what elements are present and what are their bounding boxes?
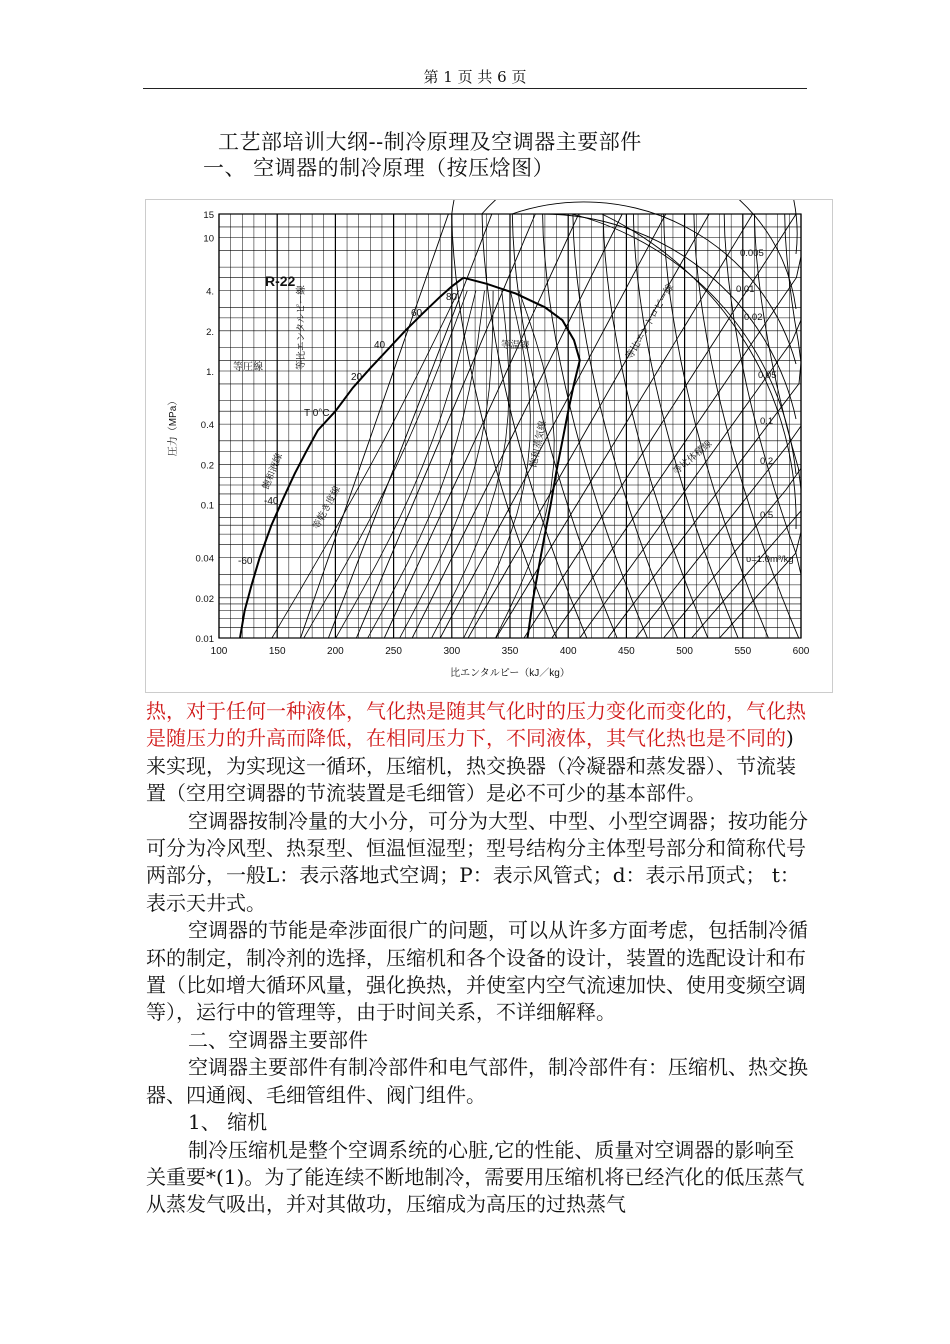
volume-label: 0.01 [736,284,755,295]
y-tick-label: 2. [206,326,214,338]
section-heading-1: 一、 空调器的制冷原理（按压焓图） [203,156,555,180]
temperature-label: 40 [374,340,386,351]
volume-label: 0.1 [760,416,774,427]
volume-label: 0.05 [758,370,777,381]
document-title: 工艺部培训大纲--制冷原理及空调器主要部件 [218,130,642,154]
volume-label: 0.5 [760,510,774,521]
label-isenthalpic: 等比エンタルピー線 [296,285,307,370]
x-tick-label: 500 [676,646,693,657]
x-tick-label: 400 [559,646,577,657]
y-tick-label: 0.1 [200,500,214,512]
label-isentrope: 等比エントロピー線 [624,282,677,362]
x-tick-label: 300 [443,646,461,657]
temperature-label: 60 [411,308,423,319]
x-tick-label: 250 [385,646,402,657]
y-tick-label: 10 [203,233,214,245]
paragraph-4: 空调器主要部件有制冷部件和电气部件，制冷部件有：压缩机、热交换器、四通阀、毛细管组件、阀门组件。 [146,1055,808,1107]
volume-label: 0.2 [760,456,774,467]
paragraph-1 [146,698,812,808]
red-highlight-text: 热，对于任何一种液体，气化热是随其气化时的压力变化而变化的，气化热是随压力的升高而降低，在相同压力下，不同液体，其气化热也是不同的 [146,699,806,751]
y-tick-label: 15 [203,210,214,221]
paragraph-1-tail: )来实现，为实现这一循环，压缩机，热交换器（冷凝器和蒸发器）、节流装置（空用空调器的节流装置是毛细管）是必不可少的基本部件。 [146,726,796,806]
y-tick-label: 0.04 [195,553,214,565]
chart-title: R-22 [265,273,296,289]
paragraph-5: 制冷压缩机是整个空调系统的心脏,它的性能、质量对空调器的影响至关重要*(1)。为了能连续不断地制冷，需要用压缩机将已经汽化的低压蒸气从蒸发气吸出，并对其做功，压缩成为高压的过热蒸气 [146,1137,805,1217]
x-axis-label: 比エンタルピー（kJ／kg） [450,668,570,679]
y-axis-label: 圧力（MPa） [168,395,179,457]
label-saturated-vapor: 飽和蒸気線 [528,419,549,469]
x-tick-label: 550 [734,646,752,657]
label-isotherm: 等温線 [501,340,530,351]
isochore-arc [512,202,796,364]
section-heading-2: 二、空调器主要部件 [188,1027,368,1052]
label-isochore: 等比体積線 [670,438,715,478]
y-tick-label: 4. [206,286,214,298]
volume-label: 0.005 [740,248,764,259]
x-tick-label: 150 [268,646,286,657]
ph-diagram-svg [146,200,832,692]
x-tick-label: 200 [327,646,344,657]
label-isobar: 等圧線 [233,362,263,373]
ph-diagram [145,199,833,693]
temperature-label: -60 [238,556,253,567]
label-quality: 等乾き度線 [310,484,343,532]
x-tick-label: 450 [618,646,635,657]
y-tick-label: 0.01 [195,634,214,645]
paragraph-3: 空调器的节能是牵涉面很广的问题，可以从许多方面考虑，包括制冷循环的制定，制冷剂的选择，压缩机和各个设备的设计，装置的选配设计和布置（比如增大循环风量，强化换热，并使室内空气流速加快、使用变频空调等），运行中的管理等，由于时间关系，不详细解释。 [146,918,808,1025]
temperature-label: 20 [351,372,363,383]
label-volume-one: υ=1.0m³/kg [746,554,794,565]
body-text [146,698,812,1219]
y-tick-label: 0.02 [195,593,214,605]
x-tick-label: 100 [210,646,228,657]
header-divider [143,88,807,89]
temperature-label: -40 [264,496,279,507]
page-indicator: 第 1 页 共 6 页 [423,68,527,86]
paragraph-2: 空调器按制冷量的大小分，可分为大型、中型、小型空调器；按功能分可分为冷风型、热泵型、恒温恒湿型；型号结构分主体型号部分和简称代号两部分，一般L：表示落地式空调；P：表示风管式；d：表示吊顶式； t： 表示天井式。 [146,808,808,915]
y-tick-label: 1. [206,367,214,379]
x-tick-label: 350 [501,646,519,657]
subheading-compressor: 1、 缩机 [188,1110,268,1135]
label-t0: T 0°C [304,408,330,419]
y-tick-label: 0.4 [200,420,214,432]
volume-label: 0.02 [744,312,763,323]
x-tick-label: 600 [792,646,810,657]
temperature-label: 80 [446,292,458,303]
label-saturated-liquid: 飽和液線 [260,451,286,492]
y-tick-label: 0.2 [200,460,214,472]
